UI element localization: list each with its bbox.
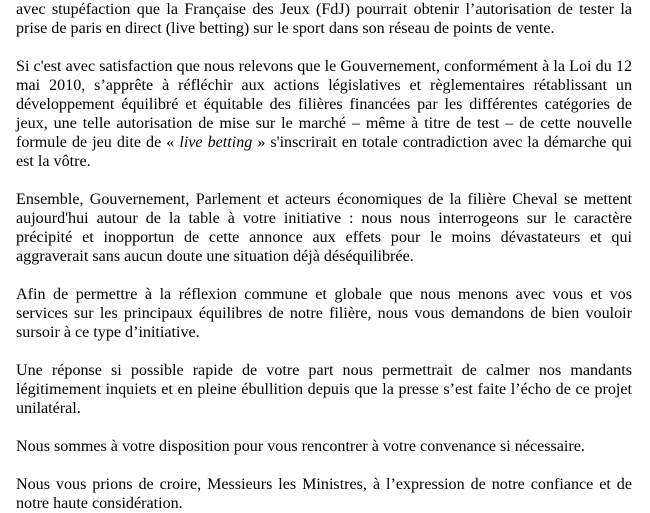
paragraph-text: Afin de permettre à la réflexion commune et globale que nous menons avec vous et vos services sur les principaux équilibres de notre filière, nous vous demandons de bien vouloir sursoir à ce type d’initiative. xyxy=(16,286,632,341)
letter-body xyxy=(16,0,632,513)
paragraph-availability xyxy=(16,437,632,456)
paragraph-fdj-live-betting xyxy=(16,0,632,38)
paragraph-closing xyxy=(16,475,632,513)
paragraph-gap xyxy=(16,456,632,475)
paragraph-text: Si c'est avec satisfaction que nous relevons que le Gouvernement, conformément à la Loi du 12 mai 2010, s’apprête à réfléchir aux actions législatives et règlementaires rétablissant un développement équilibré et équitable des filières financées par les différentes catégories de jeux, une telle autorisation de mise sur le marché – même à titre de test – de cette nouvelle formule de jeu dite de « xyxy=(16,58,632,151)
paragraph-stakeholders xyxy=(16,190,632,266)
paragraph-gap xyxy=(16,38,632,57)
paragraph-text: Nous sommes à votre disposition pour vous rencontrer à votre convenance si nécessaire. xyxy=(16,438,585,455)
paragraph-gap xyxy=(16,171,632,190)
emphasis-live-betting: live betting xyxy=(179,134,253,151)
paragraph-text: Nous vous prions de croire, Messieurs les Ministres, à l’expression de notre confiance et de notre haute considération. xyxy=(16,476,632,512)
paragraph-request-suspend xyxy=(16,285,632,342)
paragraph-text: » s'inscrirait en totale contradiction avec la démarche qui est la vôtre. xyxy=(16,134,633,170)
paragraph-text: Ensemble, Gouvernement, Parlement et acteurs économiques de la filière Cheval se mettent aujourd'hui autour de la table à votre initiative : nous nous interrogeons sur le caractère précipité et inopportun de cette annonce aux effets pour le moins dévastateurs et qui aggraverait sans aucun doute une situation déjà déséquilibrée. xyxy=(16,191,632,265)
paragraph-text: avec stupéfaction que la Française des Jeux (FdJ) pourrait obtenir l’autorisation de tester la prise de paris en direct (live betting) sur le sport dans son réseau de points de vente. xyxy=(16,1,632,37)
paragraph-gap xyxy=(16,342,632,361)
paragraph-gap xyxy=(16,418,632,437)
paragraph-quick-response xyxy=(16,361,632,418)
paragraph-text: Une réponse si possible rapide de votre part nous permettrait de calmer nos mandants légitimement inquiets et en pleine ébullition depuis que la presse s’est faite l’écho de ce projet unilatéral. xyxy=(16,362,632,417)
paragraph-government-law xyxy=(16,57,632,171)
paragraph-gap xyxy=(16,266,632,285)
